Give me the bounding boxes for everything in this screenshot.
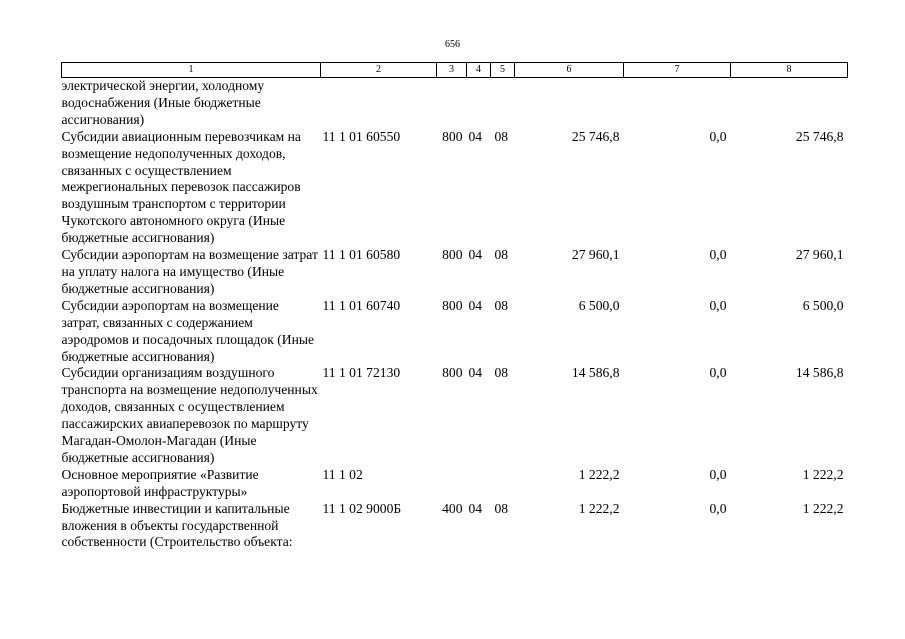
row-pr: 08 <box>494 247 509 263</box>
budget-table <box>61 62 848 551</box>
row-rz: 04 <box>468 365 483 381</box>
row-rz: 04 <box>468 297 483 313</box>
row-sum-1: 1 222,2 <box>578 500 620 516</box>
row-sum-3: 25 746,8 <box>795 128 844 144</box>
table-header <box>62 63 848 78</box>
table-row <box>62 365 848 466</box>
row-sum-3: 1 222,2 <box>802 500 844 516</box>
row-sum-3: 1 222,2 <box>802 466 844 482</box>
header-col-5: 5 <box>491 63 515 78</box>
table-body <box>62 78 848 552</box>
row-name: Субсидии авиационным перевозчикам на возмещение недополученных доходов, связанных с осуществлением межрегиональных перевозок пассажиров воздушным транспортом с территории Чукотского автономного округа (Иные бюджетные ассигнования) <box>61 128 301 246</box>
row-sum-1: 1 222,2 <box>578 466 620 482</box>
header-col-1: 1 <box>62 63 321 78</box>
row-sum-2: 0,0 <box>709 365 727 381</box>
row-sum-1: 25 746,8 <box>571 128 620 144</box>
row-code: 11 1 01 60580 <box>322 247 401 263</box>
row-vr <box>437 78 467 129</box>
header-col-3: 3 <box>437 63 467 78</box>
row-vr: 800 <box>442 297 463 313</box>
row-name: Основное мероприятие «Развитие аэропортовой инфраструктуры» <box>61 466 259 499</box>
row-sum-3 <box>731 78 848 129</box>
table-row <box>62 78 848 129</box>
row-rz: 04 <box>468 500 483 516</box>
row-rz: 04 <box>468 128 483 144</box>
row-sum-2: 0,0 <box>709 128 727 144</box>
row-pr: 08 <box>494 128 509 144</box>
row-name: Бюджетные инвестиции и капитальные вложения в объекты государственной собственности (Строительство объекта: <box>61 500 293 550</box>
row-sum-3: 14 586,8 <box>795 365 844 381</box>
table-row <box>62 129 848 247</box>
row-code <box>321 78 437 129</box>
header-col-7: 7 <box>624 63 731 78</box>
row-vr: 800 <box>442 365 463 381</box>
row-sum-2 <box>624 78 731 129</box>
header-row <box>62 63 848 78</box>
row-code: 11 1 02 9000Б <box>322 500 402 516</box>
row-rz: 04 <box>468 247 483 263</box>
row-sum-2: 0,0 <box>709 466 727 482</box>
row-sum-1: 6 500,0 <box>578 297 620 313</box>
row-sum-1 <box>515 78 624 129</box>
table-row <box>62 247 848 298</box>
row-name: электрической энергии, холодному водоснабжения (Иные бюджетные ассигнования) <box>61 78 265 127</box>
row-rz <box>467 78 491 129</box>
row-sum-1: 27 960,1 <box>571 247 620 263</box>
row-vr: 800 <box>442 247 463 263</box>
row-sum-2: 0,0 <box>709 500 727 516</box>
header-col-6: 6 <box>515 63 624 78</box>
row-sum-1: 14 586,8 <box>571 365 620 381</box>
row-pr: 08 <box>494 500 509 516</box>
row-sum-3: 27 960,1 <box>795 247 844 263</box>
table-row <box>62 298 848 366</box>
row-code: 11 1 02 <box>322 466 363 482</box>
row-name: Субсидии аэропортам на возмещение затрат, связанных с содержанием аэродромов и посадочных площадок (Иные бюджетные ассигнования) <box>61 297 315 364</box>
row-vr: 800 <box>442 128 463 144</box>
row-pr <box>491 467 515 501</box>
row-pr: 08 <box>494 365 509 381</box>
header-col-2: 2 <box>321 63 437 78</box>
row-vr: 400 <box>442 500 463 516</box>
row-sum-2: 0,0 <box>709 297 727 313</box>
row-code: 11 1 01 60740 <box>322 297 401 313</box>
table-row <box>62 501 848 552</box>
row-name: Субсидии организациям воздушного транспорта на возмещение недополученных доходов, связанных с осуществлением пассажирских авиаперевозок по маршруту Магадан-Омолон-Магадан (Иные бюджетные ассигнования) <box>61 365 318 465</box>
row-code: 11 1 01 60550 <box>322 128 401 144</box>
row-sum-2: 0,0 <box>709 247 727 263</box>
row-rz <box>467 467 491 501</box>
header-col-4: 4 <box>467 63 491 78</box>
row-sum-3: 6 500,0 <box>802 297 844 313</box>
row-vr <box>437 467 467 501</box>
row-name: Субсидии аэропортам на возмещение затрат на уплату налога на имущество (Иные бюджетные ассигнования) <box>61 247 318 296</box>
row-pr: 08 <box>494 297 509 313</box>
row-code: 11 1 01 72130 <box>322 365 401 381</box>
row-pr <box>491 78 515 129</box>
header-col-8: 8 <box>731 63 848 78</box>
table-row <box>62 467 848 501</box>
page-number: 656 <box>445 39 460 50</box>
